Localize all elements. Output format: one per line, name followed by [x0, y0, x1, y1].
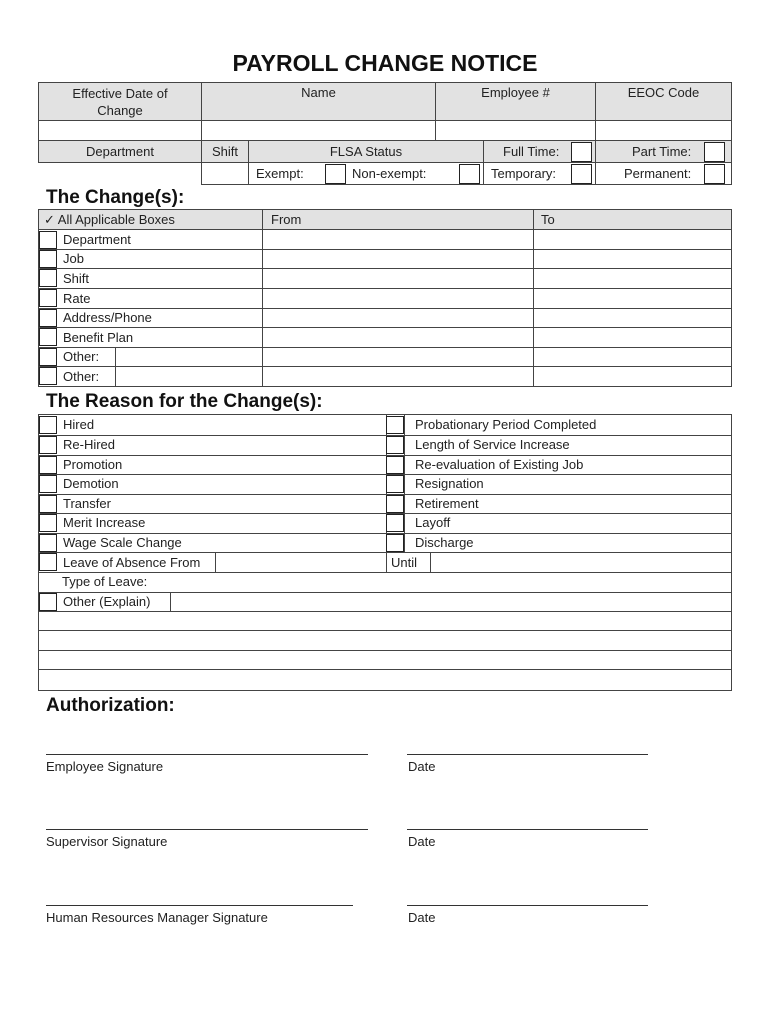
employee-number-header: Employee # [435, 82, 596, 121]
reason-label: Re-evaluation of Existing Job [415, 457, 584, 472]
change-label: Rate [63, 291, 91, 306]
name-header: Name [201, 82, 436, 121]
reason-row [39, 455, 386, 474]
supervisor-date-line[interactable] [407, 829, 648, 830]
from-label: From [271, 212, 302, 227]
full-time-checkbox[interactable] [571, 142, 592, 162]
reason-label: Discharge [415, 535, 474, 550]
permanent-cell [595, 162, 732, 185]
temporary-label: Temporary: [491, 166, 557, 181]
explanation-line[interactable] [39, 670, 731, 690]
to-header [533, 209, 732, 230]
shift-field[interactable] [201, 162, 249, 185]
change-checkbox[interactable] [39, 250, 57, 268]
reason-checkbox[interactable] [39, 436, 57, 454]
employee-number-field[interactable] [435, 120, 596, 141]
department-header: Department [38, 140, 202, 163]
reason-checkbox[interactable] [39, 534, 57, 552]
explanation-line[interactable] [39, 612, 731, 630]
change-row [39, 288, 262, 307]
part-time-checkbox[interactable] [704, 142, 725, 162]
reason-label: Promotion [63, 457, 123, 472]
reason-row [386, 494, 731, 513]
reason-checkbox[interactable] [386, 514, 404, 532]
change-checkbox[interactable] [39, 309, 57, 327]
change-row [39, 268, 262, 287]
change-checkbox[interactable] [39, 348, 57, 366]
employee-date-label: Date [408, 759, 436, 774]
other-explain-checkbox[interactable] [39, 593, 57, 611]
change-checkbox[interactable] [39, 269, 57, 287]
reason-label: Length of Service Increase [415, 437, 570, 452]
page-title: PAYROLL CHANGE NOTICE [232, 50, 538, 76]
reason-row [386, 415, 731, 435]
reason-row [39, 415, 386, 435]
part-time-label: Part Time: [632, 144, 692, 159]
other-explain-label: Other (Explain) [63, 594, 151, 609]
reason-label: Probationary Period Completed [415, 417, 597, 432]
reason-checkbox[interactable] [39, 495, 57, 513]
reason-label: Retirement [415, 496, 479, 511]
reason-checkbox[interactable] [39, 416, 57, 434]
change-row [39, 230, 262, 249]
reason-row [39, 494, 386, 513]
reason-label: Merit Increase [63, 515, 146, 530]
reasons-heading: The Reason for the Change(s): [46, 391, 323, 412]
temporary-checkbox[interactable] [571, 164, 592, 184]
supervisor-date-label: Date [408, 834, 436, 849]
reason-checkbox[interactable] [386, 456, 404, 474]
reason-label: Demotion [63, 476, 119, 491]
leave-until-field[interactable] [431, 553, 731, 572]
reason-row [386, 435, 731, 455]
leave-of-absence-label: Leave of Absence From [63, 555, 201, 570]
non-exempt-label: Non-exempt: [352, 166, 427, 181]
reason-label: Hired [63, 417, 95, 432]
employee-date-line[interactable] [407, 754, 648, 755]
change-label: Shift [63, 271, 90, 286]
changes-table [38, 229, 732, 387]
name-field[interactable] [201, 120, 436, 141]
leave-from-field[interactable] [216, 553, 386, 572]
reason-checkbox[interactable] [386, 534, 404, 552]
change-row [39, 249, 262, 268]
effective-date-header: Effective Date of Change [38, 82, 202, 121]
reason-row [386, 455, 731, 474]
eeoc-code-header: EEOC Code [595, 82, 732, 121]
reason-row [386, 474, 731, 494]
eeoc-code-field[interactable] [595, 120, 732, 141]
permanent-checkbox[interactable] [704, 164, 725, 184]
change-label: Other: [63, 349, 100, 364]
reason-row [39, 435, 386, 455]
reason-row [39, 474, 386, 494]
change-label: Department [63, 232, 131, 247]
full-time-cell [483, 140, 596, 163]
flsa-options-cell [248, 162, 484, 185]
reason-checkbox[interactable] [39, 514, 57, 532]
effective-date-field[interactable] [38, 120, 202, 141]
hr-signature-label: Human Resources Manager Signature [46, 910, 268, 925]
hr-date-line[interactable] [407, 905, 648, 906]
reason-row [386, 533, 731, 552]
explanation-line[interactable] [39, 651, 731, 669]
reason-label: Layoff [415, 515, 451, 530]
type-of-leave-label: Type of Leave: [62, 574, 148, 589]
change-label: Address/Phone [63, 310, 152, 325]
non-exempt-checkbox[interactable] [459, 164, 480, 184]
employee-signature-line[interactable] [46, 754, 368, 755]
applicable-boxes-label: ✓ All Applicable Boxes [44, 212, 175, 227]
change-label: Other: [63, 369, 100, 384]
reason-label: Wage Scale Change [63, 535, 182, 550]
shift-header: Shift [201, 140, 249, 163]
change-label: Benefit Plan [63, 330, 134, 345]
part-time-cell [595, 140, 732, 163]
authorization-heading: Authorization: [46, 695, 175, 716]
leave-of-absence-checkbox[interactable] [39, 553, 57, 571]
change-row [39, 327, 262, 346]
change-row [39, 347, 262, 366]
reason-label: Resignation [415, 476, 484, 491]
supervisor-signature-line[interactable] [46, 829, 368, 830]
to-label: To [541, 212, 555, 227]
change-checkbox[interactable] [39, 328, 57, 346]
change-label: Job [63, 251, 84, 266]
reason-checkbox[interactable] [386, 495, 404, 513]
reasons-table [38, 414, 732, 691]
reason-checkbox[interactable] [386, 436, 404, 454]
until-label: Until [391, 555, 418, 570]
permanent-label: Permanent: [624, 166, 692, 181]
changes-heading: The Change(s): [46, 187, 185, 208]
temporary-cell [483, 162, 596, 185]
reason-checkbox[interactable] [386, 475, 404, 493]
reason-checkbox[interactable] [39, 475, 57, 493]
change-checkbox[interactable] [39, 231, 57, 249]
applicable-boxes-header [38, 209, 263, 230]
from-header [262, 209, 534, 230]
reason-row [39, 533, 386, 552]
change-checkbox[interactable] [39, 367, 57, 385]
reason-checkbox[interactable] [386, 416, 404, 434]
flsa-status-header: FLSA Status [248, 140, 484, 163]
full-time-label: Full Time: [503, 144, 560, 159]
change-row [39, 308, 262, 327]
reason-row [39, 513, 386, 533]
reason-row [386, 513, 731, 533]
exempt-label: Exempt: [256, 166, 304, 181]
reason-checkbox[interactable] [39, 456, 57, 474]
hr-date-label: Date [408, 910, 436, 925]
reason-label: Re-Hired [63, 437, 116, 452]
other-explain-field[interactable] [171, 593, 731, 611]
exempt-checkbox[interactable] [325, 164, 346, 184]
change-checkbox[interactable] [39, 289, 57, 307]
employee-signature-label: Employee Signature [46, 759, 164, 774]
change-row [39, 366, 262, 386]
supervisor-signature-label: Supervisor Signature [46, 834, 168, 849]
explanation-line[interactable] [39, 631, 731, 650]
type-of-leave-field[interactable] [179, 573, 731, 592]
hr-signature-line[interactable] [46, 905, 353, 906]
reason-label: Transfer [63, 496, 111, 511]
